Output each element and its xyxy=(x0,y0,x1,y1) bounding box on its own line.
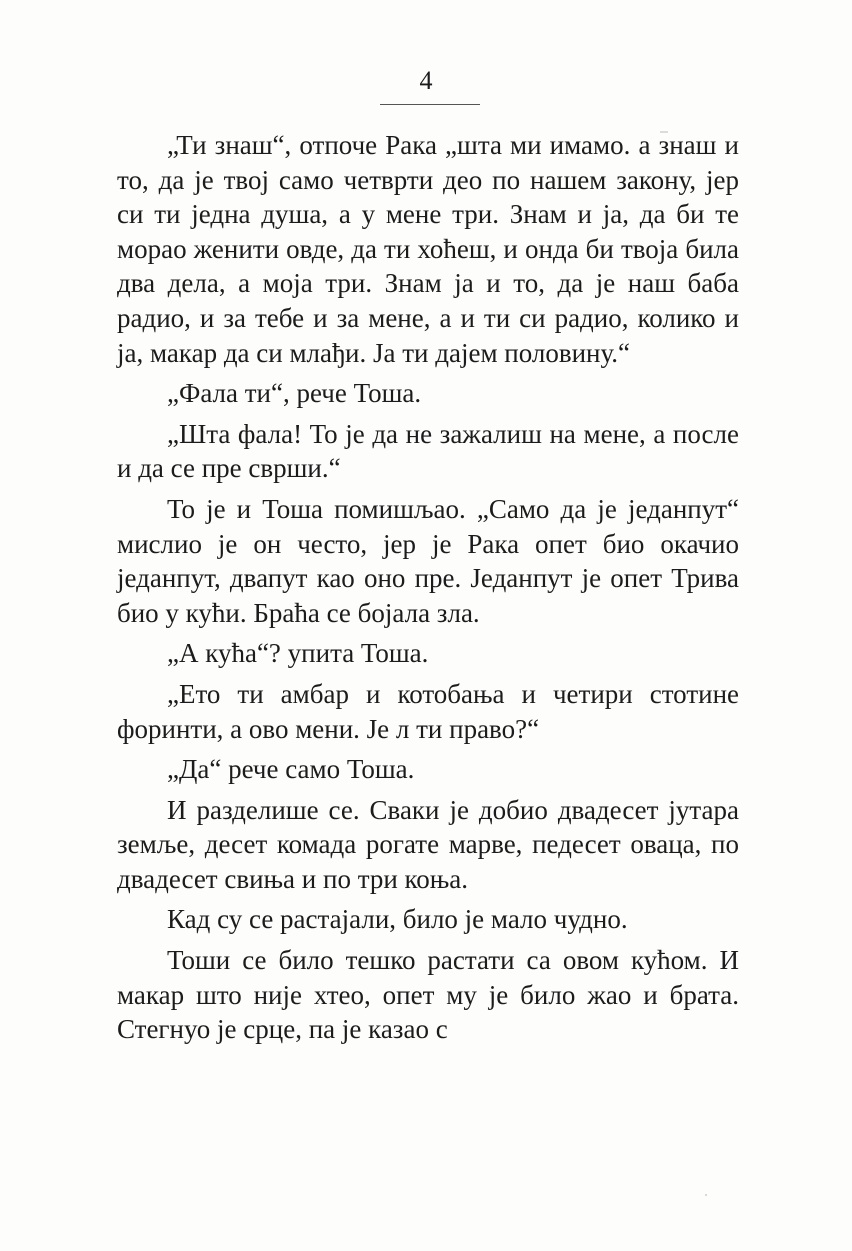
paragraph: „Шта фала! То је да не зажалиш на мене, а после и да се пре сврши.“ xyxy=(117,418,739,484)
paragraph: „Да“ рече само Тоша. xyxy=(167,754,415,785)
page-number: 4 xyxy=(419,66,433,95)
paragraph: И разделише се. Сваки је добио двадесет јутара земље, десет комада рогате марве, педесет оваца, по двадесет свиња и по три коња. xyxy=(117,794,739,894)
paragraph: „Ти знаш“, отпоче Рака „шта ми имамо. а знаш и то, да је твој само четврти део по нашем закону, јер си ти једна душа, а у мене три. Знам и ја, да би те морао женити овде, да ти хоћеш, и онда би твоја била два дела, а моја три. Знам ја и то, да је наш баба радио, и за тебе и за мене, а и ти си радио, колико и ја, макар да си млађи. Ја ти дајем половину.“ xyxy=(117,130,739,368)
paragraph: „Фала ти“, рече Тоша. xyxy=(167,378,422,409)
paragraph: „А кућа“? упита Тоша. xyxy=(167,638,429,669)
paragraph: „Ето ти амбар и котобања и четири стотине форинти, а ово мени. Је л ти право?“ xyxy=(117,678,739,744)
speck-mark xyxy=(705,1194,707,1196)
paragraph: То је и Тоша помишљао. „Само да је једанпут“ мислио је он често, јер је Рака опет био окачио једанпут, двапут као оно пре. Једанпут је опет Трива био у кући. Браћа се бојала зла. xyxy=(117,493,739,628)
paragraph: Тоши се било тешко растати са овом кућом. И макар што није хтео, опет му је било жао и брата. Стегнуо је срце, па је казао с xyxy=(117,945,739,1045)
paragraph: Кад су се растајали, било је мало чудно. xyxy=(167,904,628,935)
